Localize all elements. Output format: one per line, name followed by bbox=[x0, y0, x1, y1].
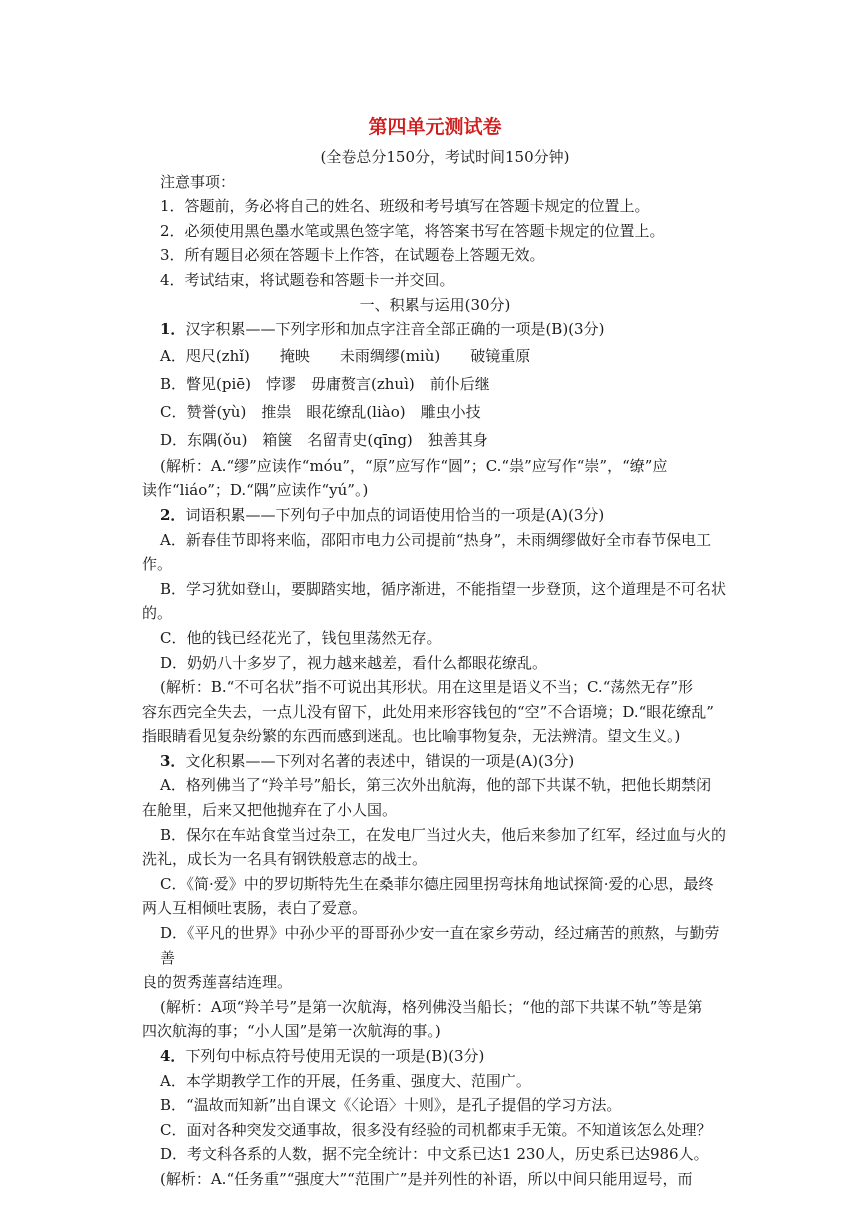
option-a: A．咫尺(zhǐ) 掩映 未雨绸缪(miù) 破镜重原 bbox=[160, 346, 531, 365]
option-a: A．本学期教学工作的开展，任务重、强度大、范围广。 bbox=[160, 1071, 531, 1090]
option-d-cont: 良的贺秀莲喜结连理。 bbox=[142, 973, 293, 992]
analysis-line: 指眼睛看见复杂纷繁的东西而感到迷乱。也比喻事物复杂，无法辨清。望文生义。) bbox=[142, 727, 681, 746]
option-d: D．考文科各系的人数，据不完全统计：中文系已达1 230人，历史系已达986人。 bbox=[160, 1145, 709, 1164]
option-b-cont: 的。 bbox=[142, 604, 173, 623]
note-item: 1．答题前，务必将自己的姓名、班级和考号填写在答题卡规定的位置上。 bbox=[160, 197, 650, 216]
note-item: 3．所有题目必须在答题卡上作答，在试题卷上答题无效。 bbox=[160, 246, 545, 265]
question-text: 词语积累——下列句子中加点的词语使用恰当的一项是(A)(3分) bbox=[185, 505, 605, 524]
question-number: 4． bbox=[160, 1047, 186, 1065]
option-d: D．东隅(ǒu) 箱箧 名留青史(qīng) 独善其身 bbox=[160, 430, 488, 449]
page-title: 第四单元测试卷 bbox=[368, 116, 502, 138]
question-4-stem bbox=[142, 1044, 728, 1069]
page-subtitle: (全卷总分150分，考试时间150分钟) bbox=[320, 148, 570, 166]
question-number: 1． bbox=[160, 320, 186, 339]
option-c-cont: 两人互相倾吐衷肠，表白了爱意。 bbox=[142, 899, 368, 918]
section-heading: 一、积累与运用(30分) bbox=[359, 295, 511, 314]
option-b: B．瞥见(piē) 悖谬 毋庸赘言(zhuì) 前仆后继 bbox=[160, 374, 490, 393]
question-text: 汉字积累——下列字形和加点字注音全部正确的一项是(B)(3分) bbox=[185, 320, 605, 339]
option-b: B．保尔在车站食堂当过杂工，在发电厂当过火夫，他后来参加了红军，经过血与火的 bbox=[160, 825, 727, 844]
analysis-line: 读作“liáo”；D.“隅”应读作“yú”。) bbox=[142, 481, 369, 500]
option-c: C．面对各种突发交通事故，很多没有经验的司机都束手无策。不知道该怎么处理？ bbox=[160, 1120, 712, 1139]
option-b-cont: 洗礼，成长为一名具有钢铁般意志的战士。 bbox=[142, 850, 428, 869]
option-a: A．格列佛当了“羚羊号”船长，第三次外出航海，他的部下共谋不轨，把他长期禁闭 bbox=[160, 776, 712, 795]
analysis-line: (解析：A项“羚羊号”是第一次航海，格列佛没当船长；“他的部下共谋不轨”等是第 bbox=[160, 997, 703, 1016]
question-number: 2． bbox=[160, 505, 186, 524]
question-2-stem bbox=[142, 503, 728, 528]
option-a: A．新春佳节即将来临，邵阳市电力公司提前“热身”，未雨绸缪做好全市春节保电工 bbox=[160, 530, 712, 549]
analysis-line: (解析：A.“缪”应读作“móu”，“原”应写作“圆”；C.“祟”应写作“崇”，“缭”应 bbox=[160, 456, 668, 475]
notes-heading: 注意事项： bbox=[160, 172, 236, 191]
note-item: 4．考试结束，将试题卷和答题卡一并交回。 bbox=[160, 270, 455, 289]
option-d: D．奶奶八十多岁了，视力越来越差，看什么都眼花缭乱。 bbox=[160, 653, 548, 672]
note-item: 2．必须使用黑色墨水笔或黑色签字笔，将答案书写在答题卡规定的位置上。 bbox=[160, 221, 665, 240]
option-a-cont: 在舱里，后来又把他抛弃在了小人国。 bbox=[142, 801, 398, 820]
question-3-stem bbox=[142, 749, 728, 774]
analysis-line: 四次航海的事；“小人国”是第一次航海的事。) bbox=[142, 1022, 441, 1041]
document-body bbox=[142, 112, 728, 1192]
question-text: 文化积累——下列对名著的表述中，错误的一项是(A)(3分) bbox=[185, 751, 575, 770]
analysis-line: (解析：A.“任务重”“强度大”“范围广”是并列性的补语，所以中间只能用逗号，而 bbox=[160, 1169, 693, 1188]
analysis-line: 容东西完全失去，一点儿没有留下，此处用来形容钱包的“空”不合语境；D.“眼花缭乱” bbox=[142, 702, 714, 721]
question-number: 3． bbox=[160, 751, 186, 770]
question-1-stem bbox=[142, 317, 728, 342]
option-b: B．学习犹如登山，要脚踏实地，循序渐进，不能指望一步登顶，这个道理是不可名状 bbox=[160, 579, 727, 598]
option-c: C．赞誉(yù) 推祟 眼花缭乱(liào) 雕虫小技 bbox=[160, 402, 481, 421]
option-d: D．《平凡的世界》中孙少平的哥哥孙少安一直在家乡劳动，经过痛苦的煎熬，与勤劳善 bbox=[160, 924, 720, 967]
option-c: C．他的钱已经花光了，钱包里荡然无存。 bbox=[160, 628, 442, 647]
option-b: B．“温故而知新”出自课文《〈论语〉十则》，是孔子提倡的学习方法。 bbox=[160, 1096, 622, 1115]
option-c: C．《简·爱》中的罗切斯特先生在桑菲尔德庄园里拐弯抹角地试探简·爱的心思，最终 bbox=[160, 874, 714, 893]
option-a-cont: 作。 bbox=[142, 555, 173, 574]
analysis-line: (解析：B.“不可名状”指不可说出其形状。用在这里是语义不当；C.“荡然无存”形 bbox=[160, 678, 694, 697]
question-text: 下列句中标点符号使用无误的一项是(B)(3分) bbox=[185, 1047, 485, 1065]
